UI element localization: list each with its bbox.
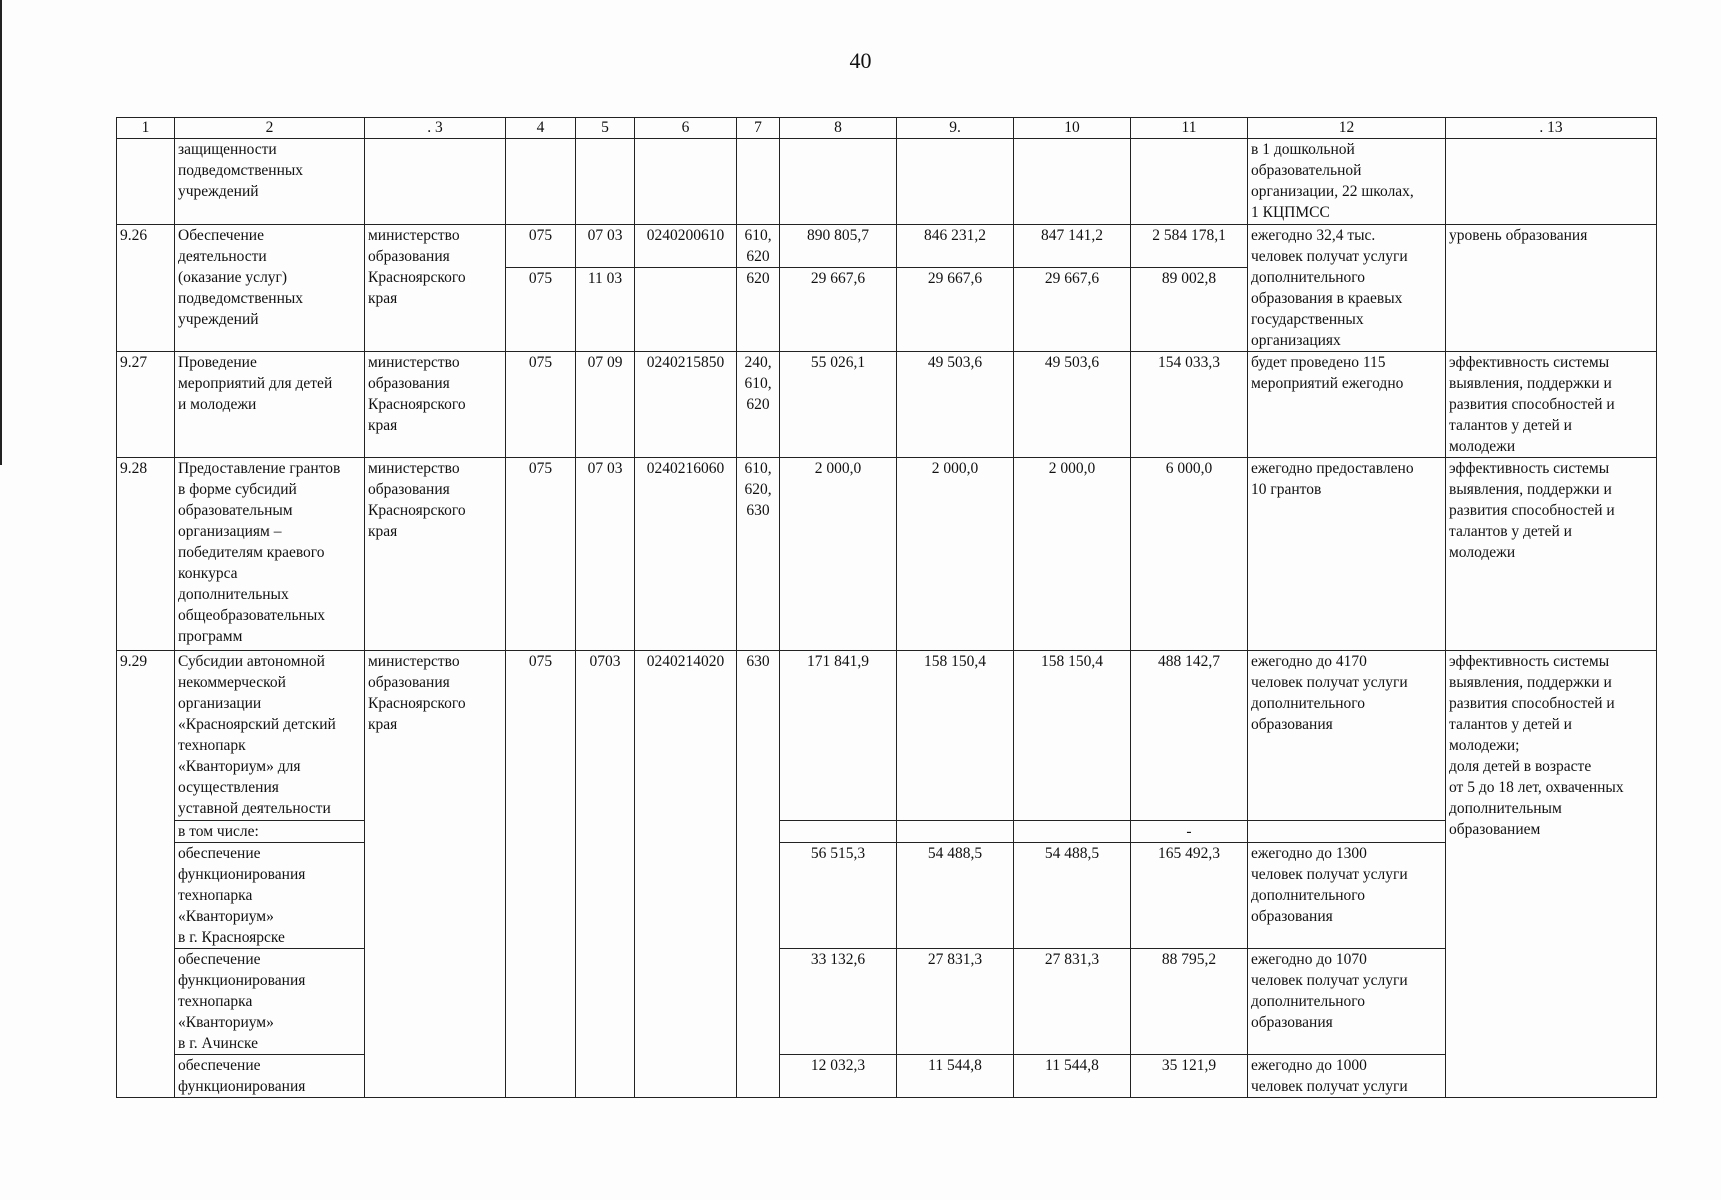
csr-code: 0240214020 — [635, 651, 737, 1098]
csr-code: 0240215850 — [635, 352, 737, 458]
vr-code: 610, 620 — [737, 225, 780, 268]
value-year-3: 49 503,6 — [1014, 352, 1131, 458]
value-year-1: 33 132,6 — [780, 949, 897, 1055]
header-cell: 9. — [897, 118, 1014, 139]
table-row-9-29 — [117, 651, 1657, 821]
vr-code: 610, 620, 630 — [737, 458, 780, 651]
table-row-sub-third — [117, 1055, 1657, 1098]
csr-code: 0240200610 — [635, 225, 737, 268]
indicator: уровень образования — [1446, 225, 1657, 352]
value-year-2: 49 503,6 — [897, 352, 1014, 458]
grbs-name: министерство образования Красноярского края — [365, 651, 506, 1098]
header-cell: 8 — [780, 118, 897, 139]
header-cell: . 13 — [1446, 118, 1657, 139]
rzpr-code: 0703 — [576, 651, 635, 1098]
csr-code: 0240216060 — [635, 458, 737, 651]
value-year-2: 158 150,4 — [897, 651, 1014, 821]
vr-code: 240, 610, 620 — [737, 352, 780, 458]
sub-measure-name: обеспечение функционирования — [175, 1055, 365, 1098]
expected-result: ежегодно предоставлено 10 грантов — [1248, 458, 1446, 651]
sub-measure-name: обеспечение функционирования технопарка «Кванториум» в г. Ачинске — [175, 949, 365, 1055]
header-cell: 10 — [1014, 118, 1131, 139]
grbs-code: 075 — [506, 268, 576, 352]
vr-code: 620 — [737, 268, 780, 352]
including-dash: - — [1131, 821, 1248, 843]
vr-code: 630 — [737, 651, 780, 1098]
table-row-sub-krasnoyarsk — [117, 843, 1657, 949]
page-number: 40 — [849, 48, 872, 73]
value-year-1: 2 000,0 — [780, 458, 897, 651]
grbs-code: 075 — [506, 651, 576, 1098]
measure-name: защищенности подведомственных учреждений — [175, 139, 365, 225]
program-table — [116, 117, 1657, 1098]
rzpr-code: 11 03 — [576, 268, 635, 352]
expected-result: ежегодно 32,4 тыс. человек получат услуги дополнительного образования в краевых государственных организациях — [1248, 225, 1446, 352]
sub-measure-name: обеспечение функционирования технопарка «Кванториум» в г. Красноярске — [175, 843, 365, 949]
value-year-3: 2 000,0 — [1014, 458, 1131, 651]
value-total: 89 002,8 — [1131, 268, 1248, 352]
header-cell: 7 — [737, 118, 780, 139]
value-year-3: 11 544,8 — [1014, 1055, 1131, 1098]
value-year-1: 12 032,3 — [780, 1055, 897, 1098]
value-year-2: 27 831,3 — [897, 949, 1014, 1055]
grbs-name: министерство образования Красноярского края — [365, 225, 506, 352]
indicator: эффективность системы выявления, поддержки и развития способностей и талантов у детей и молодежи; доля детей в возрасте от 5 до 18 лет, охваченных дополнительным образованием — [1446, 651, 1657, 1098]
table-row-sub-achinsk — [117, 949, 1657, 1055]
value-total: 6 000,0 — [1131, 458, 1248, 651]
value-year-3: 29 667,6 — [1014, 268, 1131, 352]
table-row-9-26 — [117, 225, 1657, 268]
grbs-name: министерство образования Красноярского края — [365, 458, 506, 651]
expected-result: ежегодно до 4170 человек получат услуги дополнительного образования — [1248, 651, 1446, 821]
value-year-2: 2 000,0 — [897, 458, 1014, 651]
value-total: 154 033,3 — [1131, 352, 1248, 458]
value-year-2: 54 488,5 — [897, 843, 1014, 949]
table-row-9-28 — [117, 458, 1657, 651]
header-cell: 5 — [576, 118, 635, 139]
measure-name: Субсидии автономной некоммерческой организации «Красноярский детский технопарк «Кванториум» для осуществления уставной деятельности — [175, 651, 365, 821]
value-year-1: 55 026,1 — [780, 352, 897, 458]
grbs-code: 075 — [506, 352, 576, 458]
grbs-code: 075 — [506, 458, 576, 651]
row-number: 9.27 — [117, 352, 175, 458]
value-year-3: 158 150,4 — [1014, 651, 1131, 821]
value-year-3: 847 141,2 — [1014, 225, 1131, 268]
expected-result: в 1 дошкольной образовательной организации, 22 школах, 1 КЦПМСС — [1248, 139, 1446, 225]
measure-name: Предоставление грантов в форме субсидий образовательным организациям – победителям краевого конкурса дополнительных общеобразовательных программ — [175, 458, 365, 651]
value-total: 35 121,9 — [1131, 1055, 1248, 1098]
header-cell: 1 — [117, 118, 175, 139]
header-cell: 11 — [1131, 118, 1248, 139]
row-number: 9.29 — [117, 651, 175, 1098]
table-row-continuation — [117, 139, 1657, 225]
value-year-2: 11 544,8 — [897, 1055, 1014, 1098]
rzpr-code: 07 03 — [576, 458, 635, 651]
expected-result: ежегодно до 1300 человек получат услуги дополнительного образования — [1248, 843, 1446, 949]
table-row-including — [117, 821, 1657, 843]
indicator: эффективность системы выявления, поддержки и развития способностей и талантов у детей и молодежи — [1446, 458, 1657, 651]
measure-name: Проведение мероприятий для детей и молодежи — [175, 352, 365, 458]
rzpr-code: 07 03 — [576, 225, 635, 268]
header-row — [117, 118, 1657, 139]
row-number: 9.26 — [117, 225, 175, 352]
grbs-code: 075 — [506, 225, 576, 268]
value-year-2: 846 231,2 — [897, 225, 1014, 268]
value-year-1: 56 515,3 — [780, 843, 897, 949]
value-year-3: 27 831,3 — [1014, 949, 1131, 1055]
expected-result: ежегодно до 1070 человек получат услуги дополнительного образования — [1248, 949, 1446, 1055]
value-year-1: 29 667,6 — [780, 268, 897, 352]
header-cell: 12 — [1248, 118, 1446, 139]
header-cell: 4 — [506, 118, 576, 139]
header-cell: . 3 — [365, 118, 506, 139]
value-total: 165 492,3 — [1131, 843, 1248, 949]
header-cell: 2 — [175, 118, 365, 139]
header-cell: 6 — [635, 118, 737, 139]
measure-name: Обеспечение деятельности (оказание услуг) подведомственных учреждений — [175, 225, 365, 352]
rzpr-code: 07 09 — [576, 352, 635, 458]
row-number: 9.28 — [117, 458, 175, 651]
value-total: 488 142,7 — [1131, 651, 1248, 821]
value-total: 88 795,2 — [1131, 949, 1248, 1055]
expected-result: ежегодно до 1000 человек получат услуги — [1248, 1055, 1446, 1098]
value-year-2: 29 667,6 — [897, 268, 1014, 352]
indicator: эффективность системы выявления, поддержки и развития способностей и талантов у детей и молодежи — [1446, 352, 1657, 458]
value-year-1: 890 805,7 — [780, 225, 897, 268]
table-row-9-27 — [117, 352, 1657, 458]
grbs-name: министерство образования Красноярского края — [365, 352, 506, 458]
value-total: 2 584 178,1 — [1131, 225, 1248, 268]
including-label: в том числе: — [175, 821, 365, 843]
expected-result: будет проведено 115 мероприятий ежегодно — [1248, 352, 1446, 458]
value-year-1: 171 841,9 — [780, 651, 897, 821]
value-year-3: 54 488,5 — [1014, 843, 1131, 949]
